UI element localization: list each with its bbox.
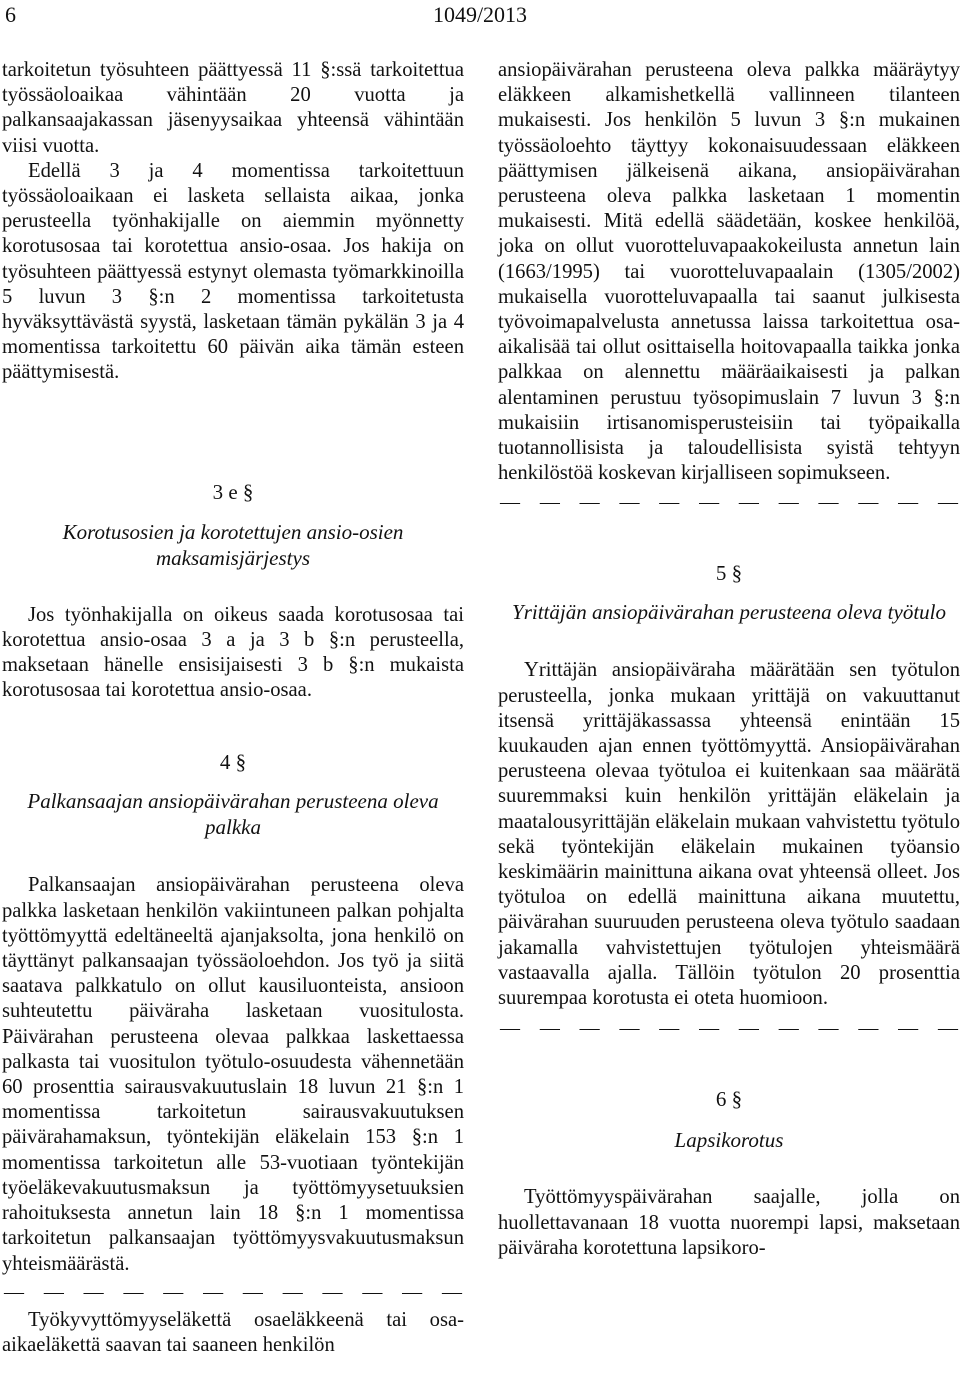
omission-dashes: — — — — — — — — — — — — — [4, 1280, 462, 1303]
document-id: 1049/2013 — [432, 2, 528, 27]
paragraph: Palkansaajan ansiopäivärahan perusteena oleva palkka lasketaan henkilön vakiintuneen palkan pohjalta työttömyyttä edeltäneeltä ajanjaksolta, jona henkilö on täyttänyt palkansaajan työssäoloehdon. Jos työ ja siitä saatava palkkatulo on ollut kausiluonteista, ansioon suhteutettu päiväraha lasketaan vuositulosta. Päivärahan perusteena olevaa palkkaa laskettaessa palkasta tai vuositulon työtulo-osuudesta vähennetään 60 prosenttia sairausvakuutuslain 18 luvun 21 §:n 1 momentissa tarkoitetun sairausvakuutuksen päivärahamaksun, työntekijän eläkelain 153 §:n 1 momentissa tarkoitetun alle 53-vuotiaan työntekijän työeläkevakuutusmaksun ja työttömyysetuuksien rahoituksesta annetun lain 18 §:n 1 momentissa tarkoitetun palkansaajan työttömyysvakuutusmaksun yhteismäärästä. — [2, 874, 464, 1275]
paragraph: Yrittäjän ansiopäiväraha määrätään sen työtulon perusteella, jonka mukaan yrittäjä on vakuuttanut itsensä yrittäjäkassassa yhteensä enintään 15 kuukauden ajan ennen työttömyyttä. Ansiopäivärahan perusteena olevaa työtuloa ei kuitenkaan saa määrätä suuremmaksi kuin henkilön yrittäjän eläkelain ja maatalousyrittäjän eläkelain mukaan vahvistettu työtulo sekä työntekijän eläkelain mukainen työansio keskimäärin mainittuna aikana ovat yhteensä olleet. Jos työtuloa on edellä mainittuna aikana muutettu, päivärahan suuruuden perusteena oleva työtulo saadaan jakamalla vahvistettujen työtulojen yhteismäärä vastaavalla ajalla. Tällöin työtulon 20 prosenttia suurempaa korotusta ei oteta huomioon. — [498, 659, 960, 1010]
left-column — [2, 58, 464, 1358]
paragraph: Edellä 3 ja 4 momentissa tarkoitettuun työssäoloaikaan ei lasketa sellaista aikaa, jonka perusteella työnhakijalle on aiemmin myönnetty korotusosaa tai korotettua ansio-osaa. Jos hakija on työsuhteen päättyessä estynyt olemasta työmarkkinoilla 5 luvun 3 §:n 2 momentissa tarkoitetusta hyväksyttävästä syystä, lasketaan tämän pykälän 3 ja 4 momentissa tarkoitettu 60 päivän aika tämän esteen päättymisestä. — [2, 159, 464, 384]
paragraph: Työttömyyspäivärahan saajalle, jolla on huollettavanaan 18 vuotta nuorempi lapsi, maksetaan päiväraha korotettuna lapsikoro- — [498, 1186, 960, 1259]
omission-dashes: — — — — — — — — — — — — — [500, 491, 958, 514]
paragraph: Jos työnhakijalla on oikeus saada korotusosaa tai korotettua ansio-osaa 3 a ja 3 b §:n perusteella, maksetaan hänelle ensisijaisesti 3 b §:n mukaista korotusosaa tai korotettua ansio-osaa. — [2, 603, 464, 702]
section-title: Yrittäjän ansiopäivärahan perusteena oleva työtulo — [512, 600, 946, 625]
right-column — [498, 58, 960, 1261]
section-title: Lapsikorotus — [674, 1128, 784, 1153]
section-number: 4 § — [219, 750, 247, 775]
paragraph: tarkoitetun työsuhteen päättyessä 11 §:ssä tarkoitettua työssäoloaikaa vähintään 20 vuotta ja palkansaajakassan jäsenyysaikaa yhteensä vähintään viisi vuotta. — [2, 59, 464, 157]
section-number: 5 § — [715, 561, 743, 586]
section-title: Palkansaajan ansiopäivärahan perusteena oleva palkka — [27, 789, 439, 840]
section-number: 3 e § — [212, 479, 254, 504]
omission-dashes: — — — — — — — — — — — — — [500, 1017, 958, 1040]
paragraph: ansiopäivärahan perusteena oleva palkka määräytyy eläkkeen alkamishetkellä vallinneen tilanteen mukaisesti. Jos henkilön 5 luvun 3 §:n mukainen työssäoloehto täyttyy kokonaisuudessaan eläkkeen päättymisen jälkeisenä aikana, ansiopäivärahan perusteena oleva palkka lasketaan 1 momentin mukaisesti. Mitä edellä säädetään, koskee henkilöä, joka on ollut vuorotteluvapaakokeilusta annetun lain (1663/1995) tai vuorotteluvapaalain (1305/2002) mukaisella vuorotteluvapaalla tai saanut julkisesta työvoimapalvelusta annetussa laissa tarkoitettua osa-aikalisää tai ollut osittaisella hoitovapaalla taikka jonka palkkaa on alennettu määräaikaisesti ja palkan alentaminen perustuu työsopimuslain 7 luvun 3 §:n mukaisiin irtisanomisperusteisiin tai työpaikalla tuotannollisista ja taloudellisista syistä tehtyyn henkilöstöä koskevan kirjalliseen sopimukseen. — [498, 59, 960, 485]
page-number: 6 — [5, 2, 16, 27]
section-number: 6 § — [715, 1087, 743, 1112]
paragraph: Työkyvyttömyyseläkettä osaeläkkeenä tai osa-aikaeläkettä saavan tai saaneen henkilön — [2, 1308, 464, 1356]
section-title: Korotusosien ja korotettujen ansio-osien maksamisjärjestys — [62, 519, 404, 570]
